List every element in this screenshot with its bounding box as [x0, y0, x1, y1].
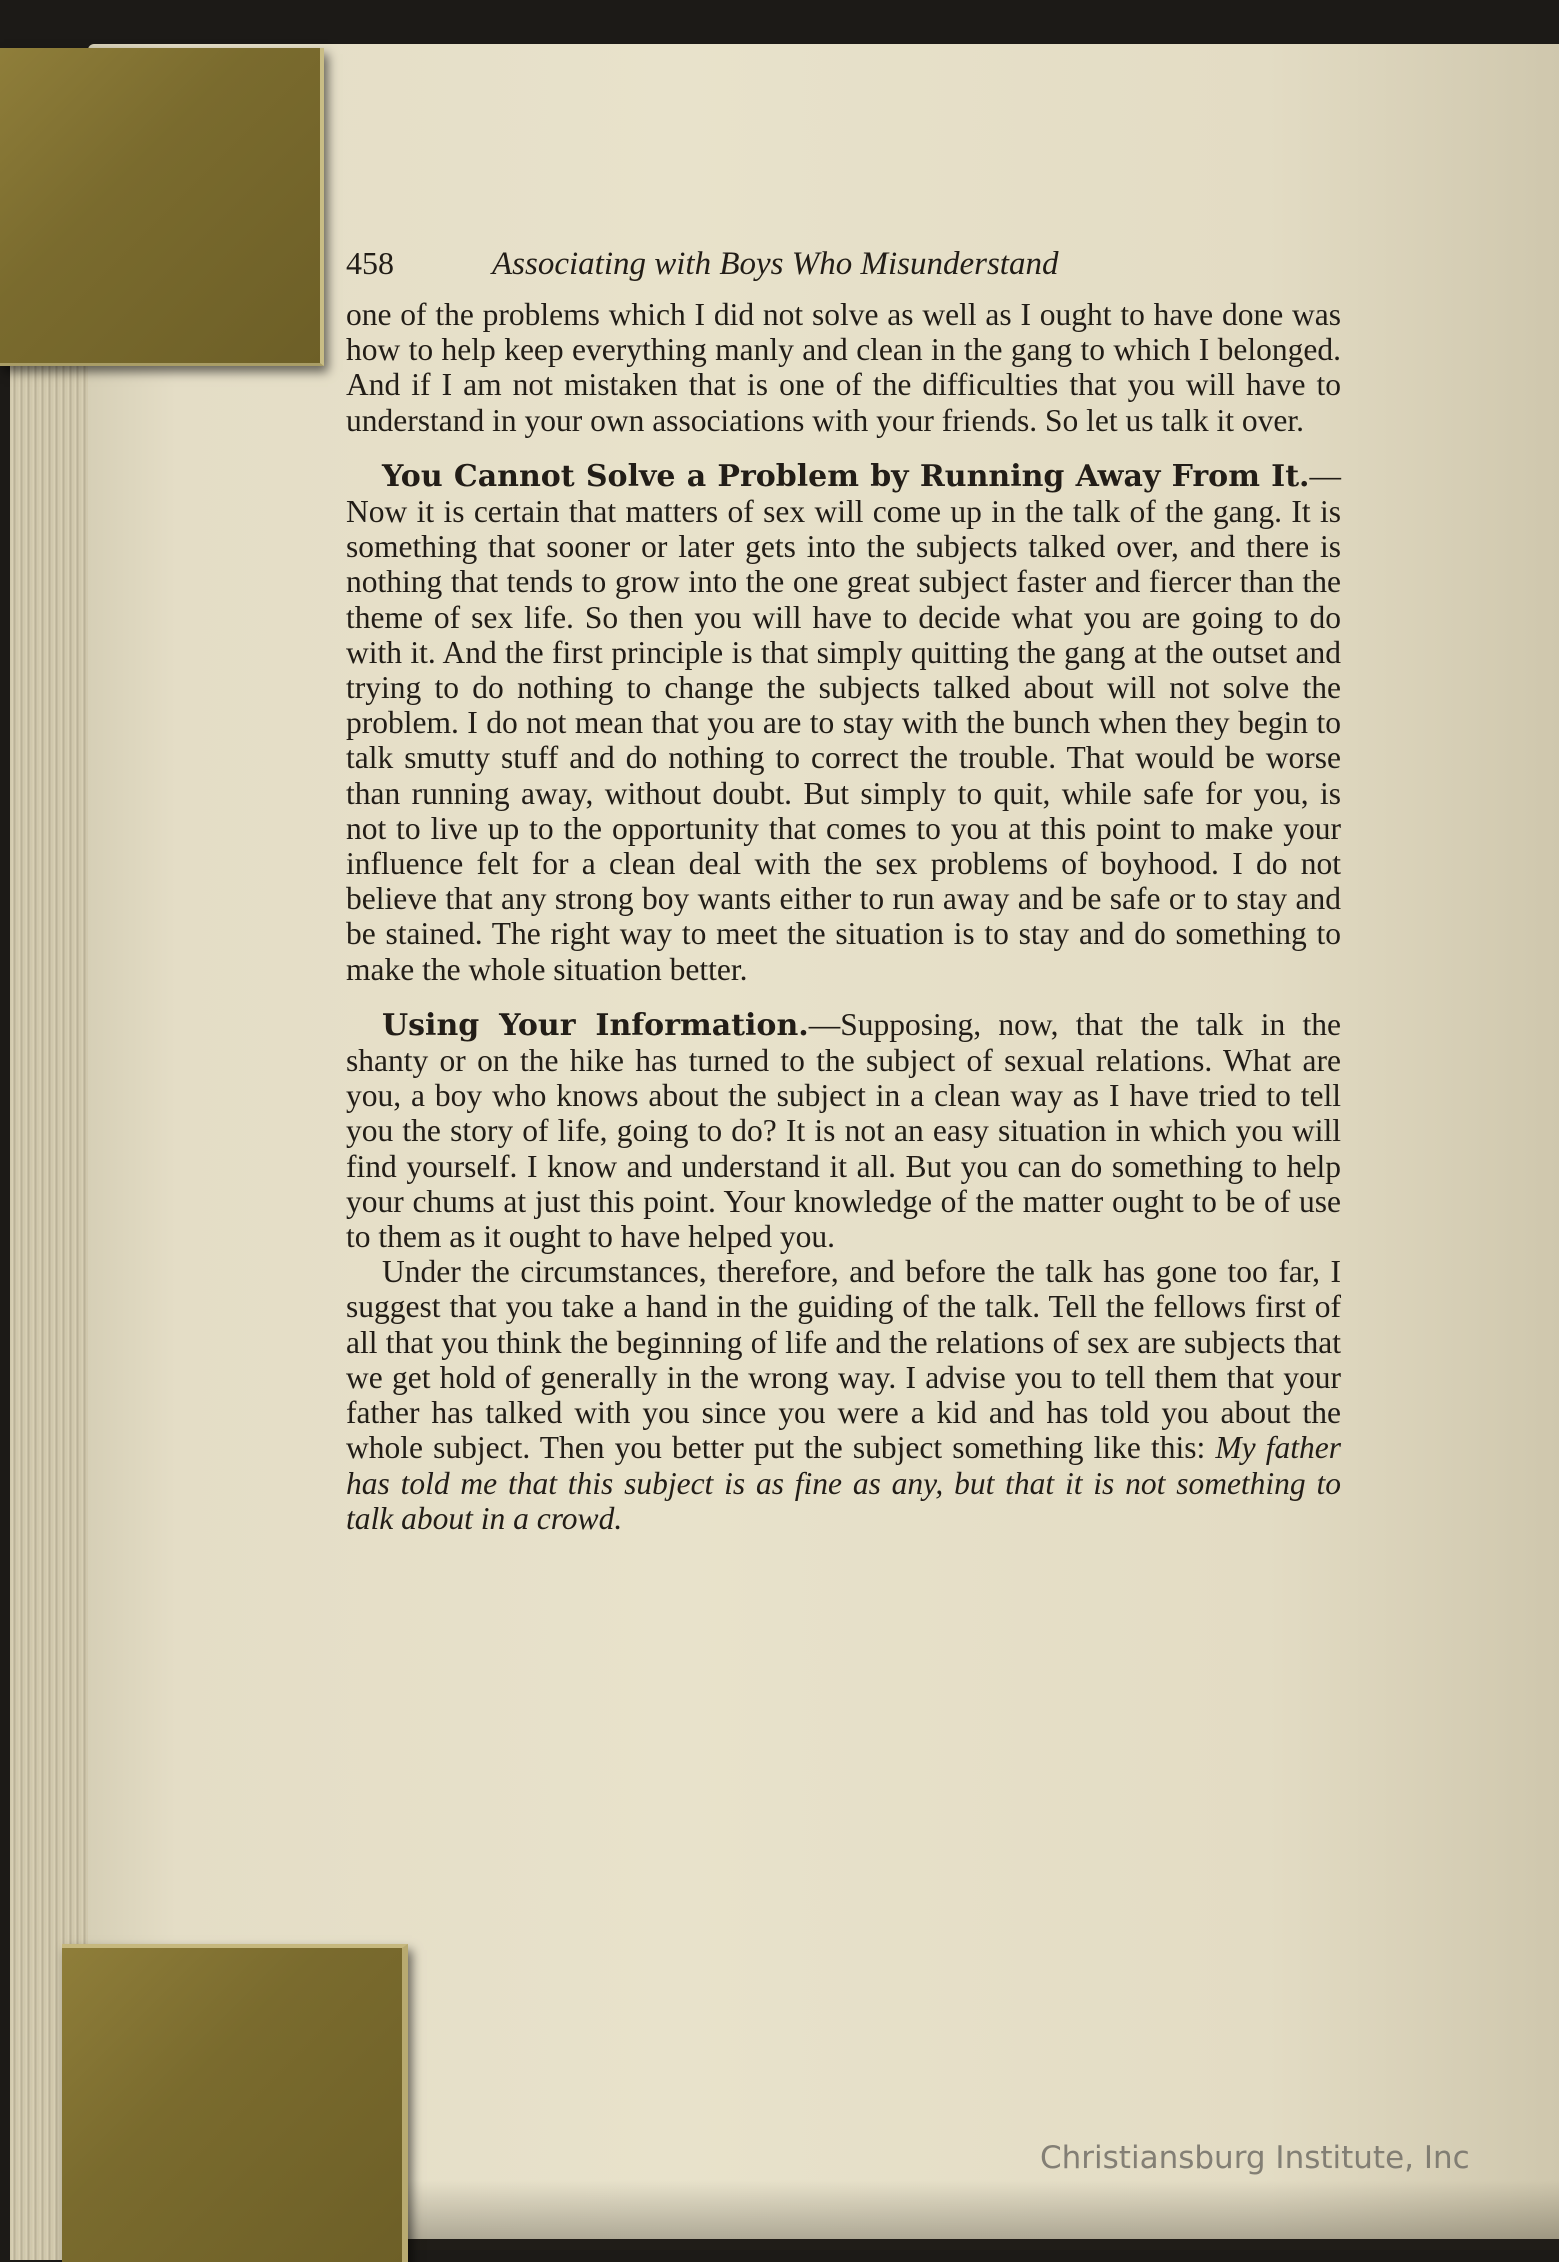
opening-paragraph: one of the problems which I did not solve as well as I ought to have done was how to help keep everything manly and clean in the gang to which I belonged. And if I am not mistaken that is one of the difficulties that you will have to understand in your own associations with your friends. So let us talk it over. — [346, 297, 1341, 438]
page-header — [346, 245, 1341, 297]
section-heading-using-information: Using Your Information. — [382, 1007, 809, 1043]
section-heading-running-away: You Cannot Solve a Problem by Running Away From It. — [382, 458, 1310, 494]
top-page-tab — [0, 48, 324, 366]
page-text — [346, 245, 1341, 1536]
section-text-using-information: —Supposing, now, that the talk in the shanty or on the hike has turned to the subject of sexual relations. What are you, a boy who knows about the subject in a clean way as I have tried to tell you the story of life, going to do? It is not an easy situation in which you will find yourself. I know and understand it all. But you can do something to help your chums at just this point. Your knowledge of the matter ought to be of use to them as it ought to have helped you. — [346, 1006, 1341, 1255]
bottom-page-tab — [62, 1944, 408, 2262]
watermark-text: Christiansburg Institute, Inc — [1040, 2140, 1470, 2176]
page-number: 458 — [346, 245, 394, 281]
closing-paragraph-text: Under the circumstances, therefore, and before the talk has gone too far, I suggest that you take a hand in the guiding of the talk. Tell the fellows first of all that you think the beginning of life and the relations of sex are subjects that we get hold of generally in the wrong way. I advise you to tell them that your father has talked with you since you were a kid and has told you about the whole subject. Then you better put the subject something like this: — [346, 1254, 1341, 1466]
section-using-information — [346, 1007, 1341, 1254]
section-text-running-away: —Now it is certain that matters of sex will come up in the talk of the gang. It is something that sooner or later gets into the subjects talked over, and there is nothing that tends to grow into the one great subject faster and fiercer than the theme of sex life. So then you will have to decide what you are going to do with it. And the first principle is that simply quitting the gang at the outset and trying to do nothing to change the subjects talked about will not solve the problem. I do not mean that you are to stay with the bunch when they begin to talk smutty stuff and do nothing to correct the trouble. That would be worse than running away, without doubt. But simply to quit, while safe for you, is not to live up to the opportunity that comes to you at this point to make your influence felt for a clean deal with the sex problems of boyhood. I do not believe that any strong boy wants either to run away and be safe or to stay and be stained. The right way to meet the situation is to stay and do something to make the whole situation better. — [346, 457, 1341, 987]
section-running-away — [346, 458, 1341, 987]
closing-italic-quote: My father has told me that this subject is as fine as any, but that it is not something to talk about in a crowd. — [346, 1430, 1341, 1536]
closing-paragraph — [346, 1254, 1341, 1536]
running-head: Associating with Boys Who Misunderstand — [492, 246, 1059, 282]
